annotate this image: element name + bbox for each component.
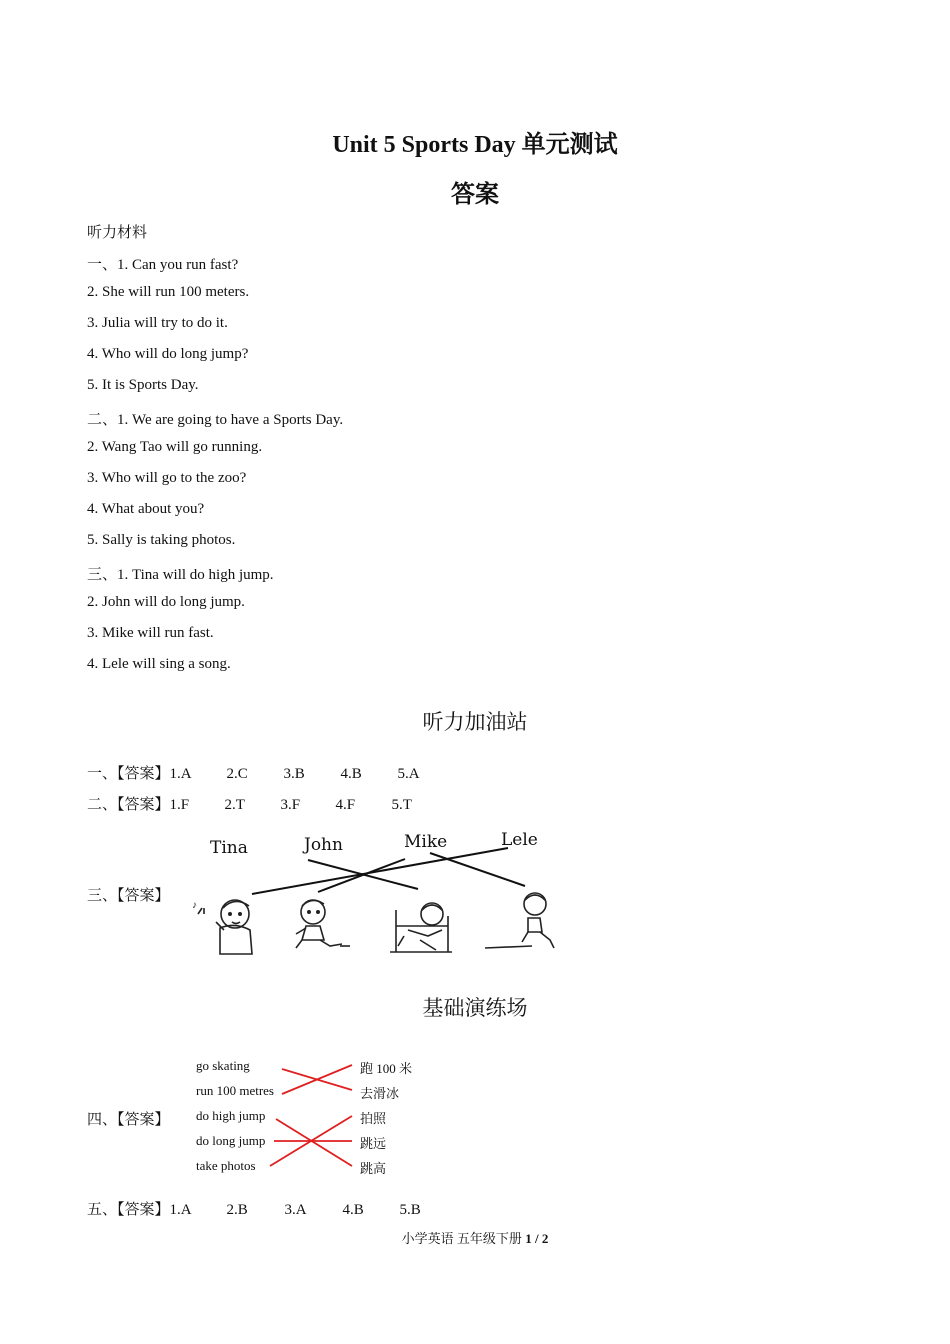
child-high-jump-icon (390, 903, 452, 952)
listening-line: 二、1. We are going to have a Sports Day. (87, 412, 344, 428)
answer-item: 4.F (335, 797, 356, 813)
match-line (276, 1119, 352, 1166)
answer-item: 5.B (399, 1202, 421, 1218)
listening-line: 2. John will do long jump. (87, 594, 245, 610)
page-title: Unit 5 Sports Day 单元测试 (332, 132, 618, 158)
footer-text: 小学英语 五年级下册 (401, 1231, 522, 1246)
answer-item: 3.F (280, 797, 301, 813)
listening-line: 三、1. Tina will do high jump. (87, 567, 274, 583)
page-footer (0, 1228, 950, 1247)
name-john: John (304, 835, 343, 855)
name-tina: Tina (210, 838, 248, 858)
phrase-left: do long jump (196, 1133, 266, 1148)
answer-item: 5.T (391, 797, 412, 813)
phrase-right: 拍照 (360, 1111, 387, 1126)
phrase-left: go skating (196, 1058, 250, 1073)
listening-line: 3. Julia will try to do it. (87, 315, 228, 331)
answer-row-2 (87, 793, 412, 814)
listening-line: 5. It is Sports Day. (87, 377, 199, 393)
answer-item: 2.B (226, 1202, 248, 1218)
phrase-right: 跳远 (360, 1136, 387, 1151)
phrase-right: 跑 100 米 (360, 1061, 413, 1076)
match-line (282, 1065, 352, 1094)
listening-line: 3. Who will go to the zoo? (87, 470, 247, 486)
phrase-right: 去滑冰 (360, 1086, 400, 1101)
matching-lines-4 (270, 1060, 360, 1172)
listening-line: 5. Sally is taking photos. (87, 532, 236, 548)
answer-item: 2.T (224, 797, 245, 813)
answer-item: 1.F (169, 797, 190, 813)
answer-row-1 (87, 762, 420, 783)
answer-row-5 (87, 1198, 421, 1219)
name-lele: Lele (501, 830, 538, 850)
listening-line: 4. Who will do long jump? (87, 346, 249, 362)
svg-text:♪: ♪ (192, 900, 197, 911)
match-line (252, 848, 508, 894)
child-singing-icon (192, 900, 252, 954)
answer-item: 4.B (340, 766, 362, 782)
listening-line: 一、1. Can you run fast? (87, 257, 239, 273)
answer-prefix: 一、【答案】 (87, 766, 170, 782)
answer-prefix: 五、【答案】 (87, 1202, 170, 1218)
answer-item: 2.C (226, 766, 248, 782)
answer-prefix-3: 三、【答案】 (87, 888, 170, 904)
listening-label: 听力材料 (87, 225, 148, 241)
listening-line: 4. What about you? (87, 501, 205, 517)
answer-prefix-4: 四、【答案】 (87, 1112, 170, 1128)
listening-line: 2. Wang Tao will go running. (87, 439, 263, 455)
answer-prefix: 二、【答案】 (87, 797, 170, 813)
footer-page-number: 1 (525, 1231, 532, 1246)
child-running-icon (296, 900, 350, 948)
answer-item: 3.B (283, 766, 305, 782)
phrase-right: 跳高 (360, 1161, 387, 1176)
listening-line: 3. Mike will run fast. (87, 625, 214, 641)
answer-item: 4.B (342, 1202, 364, 1218)
match-lines (252, 848, 525, 894)
answer-item: 3.A (284, 1202, 307, 1218)
page-subtitle: 答案 (451, 182, 499, 208)
matching-figure-3 (190, 826, 570, 960)
listening-line: 2. She will run 100 meters. (87, 284, 250, 300)
answer-item: 1.A (169, 766, 192, 782)
name-mike: Mike (404, 832, 448, 852)
match-line (318, 859, 405, 892)
footer-page-total: 2 (541, 1231, 549, 1246)
phrase-left: run 100 metres (196, 1083, 274, 1098)
phrase-left: do high jump (196, 1108, 266, 1123)
phrase-left: take photos (196, 1158, 256, 1173)
section-title-basics: 基础演练场 (422, 996, 528, 1020)
listening-line: 4. Lele will sing a song. (87, 656, 231, 672)
footer-separator: / (534, 1231, 539, 1246)
child-long-jump-icon (485, 893, 554, 948)
answer-item: 5.A (397, 766, 420, 782)
answer-item: 1.A (169, 1202, 192, 1218)
match-line (430, 853, 525, 886)
section-title-listening: 听力加油站 (422, 710, 528, 734)
